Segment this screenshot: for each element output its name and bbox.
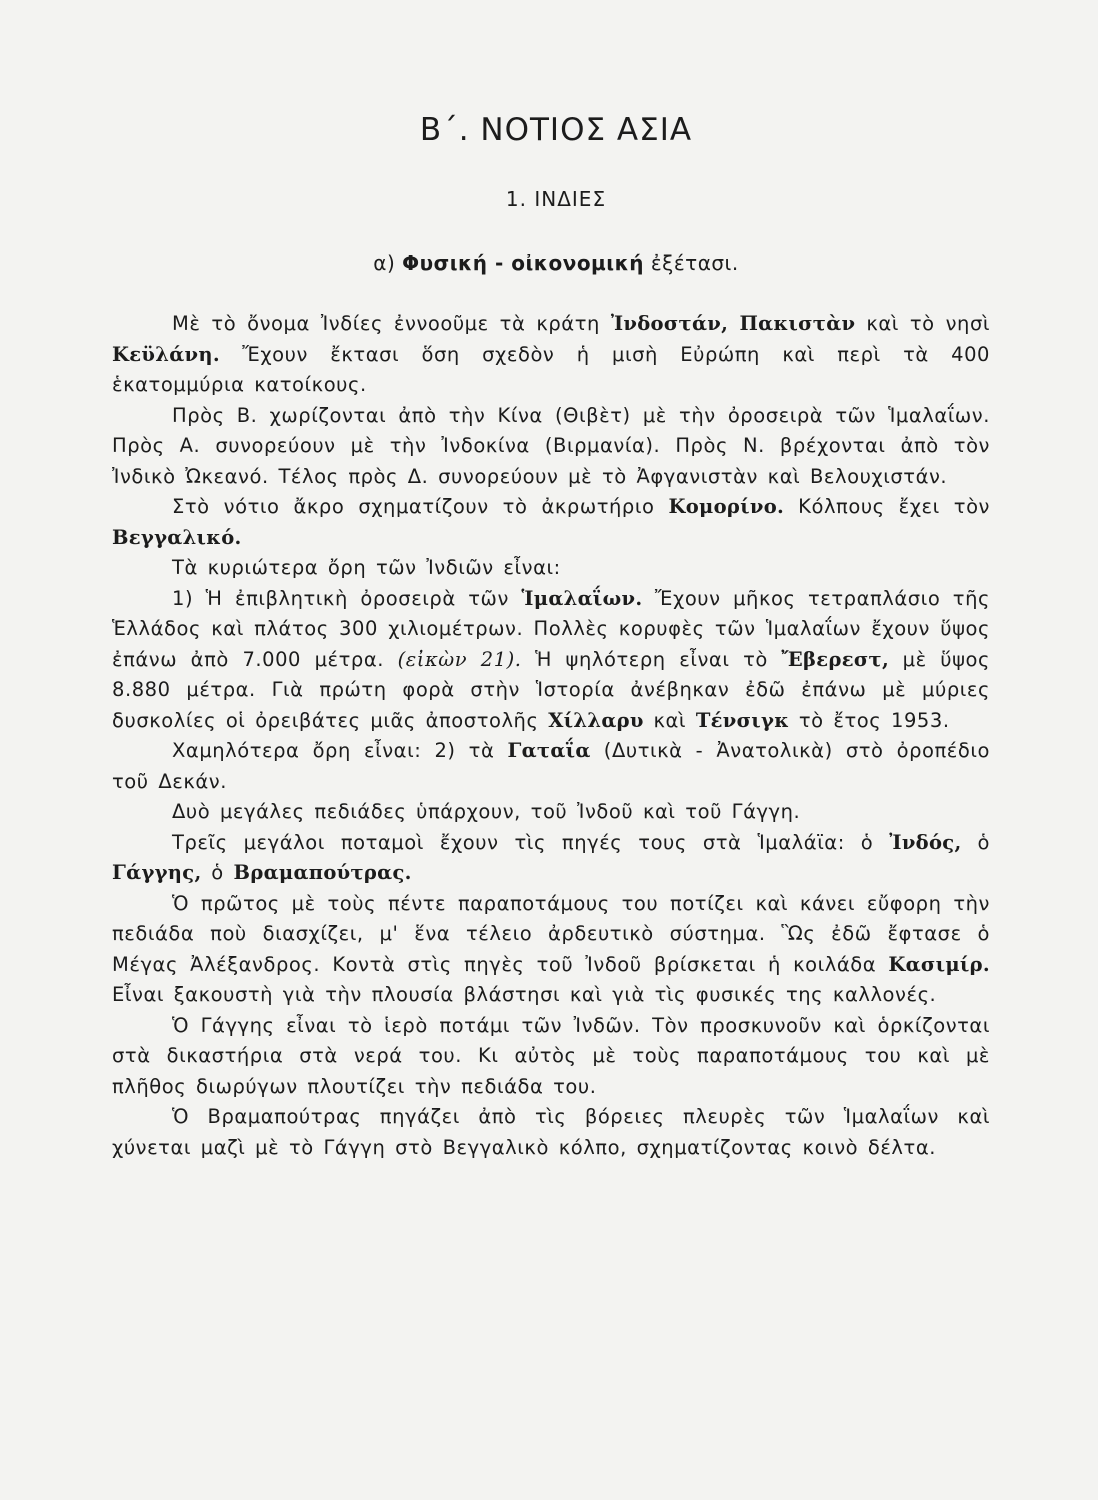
body-text	[112, 309, 990, 1163]
text-run: Δυὸ μεγάλες πεδιάδες ὑπάρχουν, τοῦ Ἰνδοῦ καὶ τοῦ Γάγγη.	[172, 800, 801, 824]
text-run: Τρεῖς μεγάλοι ποταμοὶ ἔχουν τὶς πηγές τους στὰ Ἱμαλάϊα: ὁ	[172, 830, 890, 854]
subsection-rest: ἐξέτασι.	[650, 251, 739, 276]
text-run: Ἔχουν ἔκτασι ὅση σχεδὸν ἡ μισὴ Εὐρώπη καὶ περὶ τὰ 400 ἑκατομμύρια κατοίκους.	[112, 342, 990, 397]
text-run: ὁ	[201, 861, 234, 885]
subsection-title	[112, 251, 990, 275]
bold-term: Ἔβερεστ,	[781, 647, 890, 671]
bold-term: Γάγγης,	[112, 861, 202, 885]
text-run: Ὁ Βραμαπούτρας πηγάζει ἀπὸ τὶς βόρειες πλευρὲς τῶν Ἱμαλαΐων καὶ χύνεται μαζὶ μὲ τὸ Γάγγη στὸ Βεγγαλικὸ κόλπο, σχηματίζοντας κοινὸ δέλτα.	[112, 1105, 990, 1159]
bold-term: Χίλλαρυ	[548, 708, 644, 732]
paragraph	[112, 797, 990, 828]
paragraph	[112, 309, 990, 401]
paragraph	[112, 1011, 990, 1103]
bold-term: Γαταΐα	[507, 739, 591, 763]
text-run: Χαμηλότερα ὄρη εἶναι: 2) τὰ	[172, 739, 508, 763]
paragraph	[112, 736, 990, 797]
paragraph	[112, 1102, 990, 1163]
subsection-prefix: α)	[373, 251, 396, 276]
text-run: Ὁ Γάγγης εἶναι τὸ ἱερὸ ποτάμι τῶν Ἰνδῶν. Τὸν προσκυνοῦν καὶ ὁρκίζονται στὰ δικαστήρια στὰ νερά του. Κι αὐτὸς μὲ τοὺς παραποτάμους του καὶ μὲ πλῆθος διωρύγων πλουτίζει τὴν πεδιάδα του.	[112, 1013, 990, 1098]
bold-term: Κασιμίρ.	[888, 952, 990, 976]
text-run: Εἶναι ξακουστὴ γιὰ τὴν πλουσία βλάστησι καὶ γιὰ τὶς φυσικές της καλλονές.	[112, 983, 937, 1007]
text-run: (Δυτικὰ - Ἀνατολικὰ) στὸ ὀροπέδιο τοῦ Δεκάν.	[112, 739, 990, 793]
bold-term: Βεγγαλικό.	[112, 525, 242, 549]
text-run: καὶ τὸ νησὶ	[855, 312, 990, 336]
bold-term: Βραμαπούτρας.	[233, 861, 412, 885]
text-run: ὁ	[961, 830, 991, 854]
paragraph	[112, 828, 990, 889]
text-run: Μὲ τὸ ὄνομα Ἰνδίες ἐννοοῦμε τὰ κράτη	[172, 312, 611, 336]
text-run: Ὁ πρῶτος μὲ τοὺς πέντε παραποτάμους του ποτίζει καὶ κάνει εὔφορη τὴν πεδιάδα ποὺ διασχίζει, μ' ἕνα τέλειο ἀρδευτικὸ σύστημα. Ὣς ἐδῶ ἔφτασε ὁ Μέγας Ἀλέξανδρος. Κοντὰ στὶς πηγὲς τοῦ Ἰνδοῦ βρίσκεται ἡ κοιλάδα	[112, 891, 990, 976]
chapter-title: Β΄. ΝΟΤΙΟΣ ΑΣΙΑ	[419, 112, 693, 148]
text-run: Πρὸς Β. χωρίζονται ἀπὸ τὴν Κίνα (Θιβὲτ) μὲ τὴν ὀροσειρὰ τῶν Ἱμαλαΐων. Πρὸς Α. συνορεύουν μὲ τὴν Ἰνδοκίνα (Βιρμανία). Πρὸς Ν. βρέχονται ἀπὸ τὸν Ἰνδικὸ Ὠκεανό. Τέλος πρὸς Δ. συνορεύουν μὲ τὸ Ἀφγανιστὰν καὶ Βελουχιστάν.	[112, 403, 990, 488]
bold-term: Ἱμαλαΐων.	[521, 586, 643, 610]
text-run: τὸ ἔτος 1953.	[789, 708, 950, 732]
bold-term: Ἰνδοστάν, Πακιστὰν	[610, 312, 856, 336]
section-title: 1. ΙΝΔΙΕΣ	[505, 187, 607, 212]
paragraph	[112, 889, 990, 1011]
text-run: καὶ	[643, 708, 696, 732]
text-run: Τὰ κυριώτερα ὄρη τῶν Ἰνδιῶν εἶναι:	[172, 556, 561, 580]
paragraph	[112, 584, 990, 737]
paragraph	[112, 492, 990, 553]
bold-term: Κομορίνο.	[668, 495, 785, 519]
text-run: 1) Ἡ ἐπιβλητικὴ ὀροσειρὰ τῶν	[172, 586, 522, 610]
bold-term: Ἰνδός,	[889, 830, 962, 854]
text-run: μὲ ὕψος 8.880 μέτρα. Γιὰ πρώτη φορὰ στὴν Ἱστορία ἀνέβηκαν ἐδῶ ἐπάνω μὲ μύριες δυσκολίες οἱ ὀρειβάτες μιᾶς ἀποστολῆς	[112, 647, 990, 732]
text-run: Ἔχουν μῆκος τετραπλάσιο τῆς Ἑλλάδος καὶ πλάτος 300 χιλιομέτρων. Πολλὲς κορυφὲς τῶν Ἱμαλαΐων ἔχουν ὕψος ἐπάνω ἀπὸ 7.000 μέτρα.	[112, 586, 990, 671]
paragraph	[112, 401, 990, 493]
bold-term: Τένσιγκ	[695, 708, 790, 732]
paragraph	[112, 553, 990, 584]
bold-term: Κεϋλάνη.	[112, 342, 220, 366]
subsection-bold: Φυσική - οἰκονομική	[402, 251, 645, 276]
figure-reference: (εἰκὼν 21).	[397, 647, 522, 671]
text-run: Στὸ νότιο ἄκρο σχηματίζουν τὸ ἀκρωτήριο	[172, 495, 669, 519]
text-run: Κόλπους ἔχει τὸν	[784, 495, 991, 519]
text-run: Ἡ ψηλότερη εἶναι τὸ	[521, 647, 782, 671]
